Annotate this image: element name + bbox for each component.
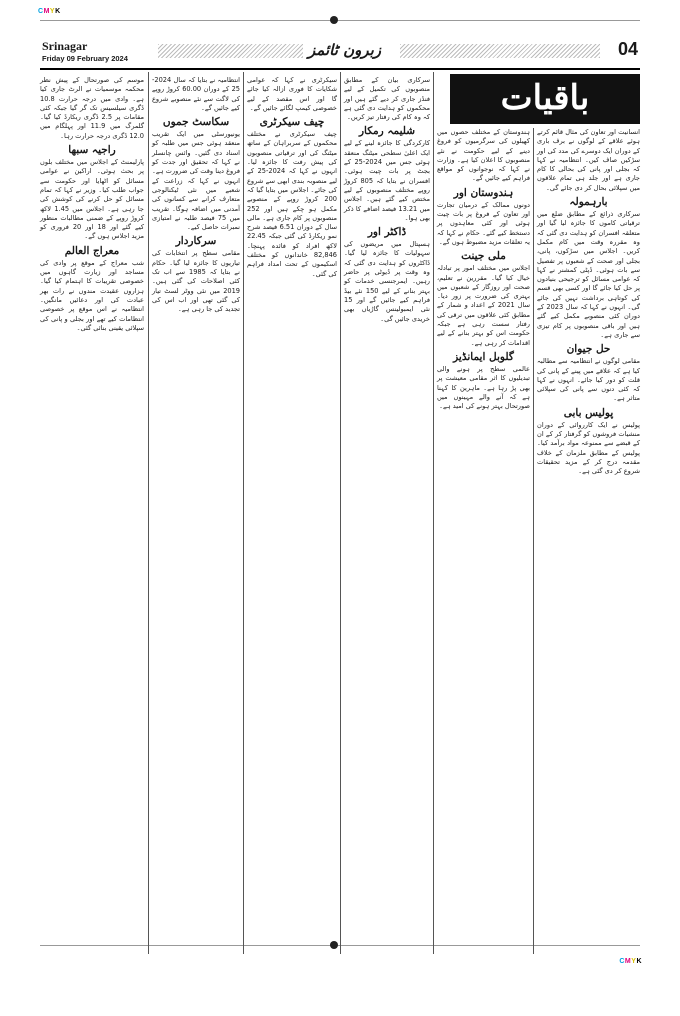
article-heading: گلوبل ایمانڈیز bbox=[453, 350, 514, 363]
news-column-6 bbox=[40, 76, 144, 938]
cmyk-mark-bottom: CMYK bbox=[619, 958, 642, 965]
article-paragraph: شب معراج کے موقع پر وادی کی مساجد اور زیارت گاہوں میں خصوصی تقریبات کا اہتمام کیا گیا۔ ہزاروں عقیدت مندوں نے رات بھر عبادت کی اور دعائیں مانگیں۔ انتظامیہ نے اس موقع پر خصوصی انتظامات کیے تھے اور بجلی و پانی کی سپلائی یقینی بنائی گئی۔ bbox=[40, 258, 144, 332]
column-divider bbox=[433, 72, 434, 954]
registration-mark-icon bbox=[330, 941, 338, 949]
section-banner: باقیات bbox=[450, 74, 640, 124]
news-column-1 bbox=[537, 128, 640, 938]
news-column-5 bbox=[152, 76, 240, 938]
masthead-logo: زبرون ٹائمز bbox=[308, 41, 382, 59]
article-paragraph: سرکاری بیان کے مطابق منصوبوں کی تکمیل کے لیے فنڈز جاری کر دیے گئے ہیں اور محکموں کو ہدایت دی گئی ہے کہ وہ کام کی رفتار تیز کریں۔ bbox=[344, 76, 430, 122]
article-paragraph: مقامی سطح پر انتخابات کی تیاریوں کا جائزہ لیا گیا۔ حکام نے بتایا کہ 1985 سے اب تک کئی اصلاحات کی گئی ہیں۔ 2019 میں نئی ووٹر لسٹ تیار کی گئی تھی اور اب اس کی تجدید کی جا رہی ہے۔ bbox=[152, 249, 240, 314]
article-heading: پولیس بابی bbox=[563, 406, 614, 419]
news-column-3 bbox=[344, 76, 430, 938]
issue-date: Friday 09 February 2024 bbox=[42, 54, 128, 63]
column-divider bbox=[243, 72, 244, 954]
column-divider bbox=[340, 72, 341, 954]
article-paragraph: سرکاری ذرائع کے مطابق ضلع میں ترقیاتی کاموں کا جائزہ لیا گیا اور متعلقہ افسران کو ہدایت دی گئی کہ وہ مقررہ وقت میں کام مکمل کریں۔ اجلاس میں سڑکوں، پانی، بجلی اور صحت کے شعبوں پر تفصیل سے بات ہوئی۔ ڈپٹی کمشنر نے کہا کہ عوامی مسائل کو ترجیحی بنیادوں پر حل کیا جائے گا اور کسی بھی قسم کی کوتاہی برداشت نہیں کی جائے گی۔ انہوں نے کہا کہ سال 2023 کے دوران کئی منصوبے مکمل کیے گئے ہیں اور باقی منصوبوں پر کام تیزی سے جاری ہے۔ bbox=[537, 210, 640, 339]
news-column-2 bbox=[437, 128, 530, 938]
article-heading: معراج العالم bbox=[64, 244, 120, 257]
article-paragraph: کارکردگی کا جائزہ لینے کے لیے ایک اعلیٰ سطحی میٹنگ منعقد ہوئی جس میں 2024-25 کے بجٹ پر بات چیت ہوئی۔ افسران نے بتایا کہ 805 کروڑ روپے مختلف منصوبوں کے لیے مختص کیے گئے ہیں۔ اجلاس میں 13.21 فیصد اضافے کا ذکر بھی ہوا۔ bbox=[344, 139, 430, 222]
article-paragraph: ہسپتال میں مریضوں کی سہولیات کا جائزہ لیا گیا۔ ڈاکٹروں کو ہدایت دی گئی کہ وہ وقت پر ڈیوٹی پر حاضر رہیں۔ ایمرجنسی خدمات کو بہتر بنانے کے لیے 150 نئے بیڈ فراہم کیے جائیں گے اور 15 نئی ایمبولینس گاڑیاں بھی خریدی جائیں گی۔ bbox=[344, 240, 430, 323]
page-header bbox=[40, 38, 640, 68]
article-paragraph: اجلاس میں مختلف امور پر تبادلہ خیال کیا گیا۔ مقررین نے تعلیم، صحت اور روزگار کے شعبوں میں بہتری کی ضرورت پر زور دیا۔ سال 2021 کے اعداد و شمار کے مطابق کئی علاقوں میں ترقی کی رفتار سست رہی ہے جبکہ حکومت اس کو بہتر بنانے کے لیے اقدامات کر رہی ہے۔ bbox=[437, 264, 530, 347]
article-paragraph: مقامی لوگوں نے انتظامیہ سے مطالبہ کیا ہے کہ علاقے میں پینے کے پانی کی قلت کو دور کیا جائے۔ انہوں نے کہا کہ کئی دنوں سے پانی کی سپلائی متاثر ہے۔ bbox=[537, 357, 640, 403]
registration-mark-icon bbox=[330, 16, 338, 24]
article-paragraph: عالمی سطح پر ہونے والی تبدیلیوں کا اثر مقامی معیشت پر بھی پڑ رہا ہے۔ ماہرین کا کہنا ہے کہ آنے والے مہینوں میں صورتحال بہتر ہونے کی امید ہے۔ bbox=[437, 364, 530, 411]
article-heading: راجیہ سبھا bbox=[68, 144, 116, 157]
article-heading: چیف سیکرٹری bbox=[259, 116, 325, 129]
news-column-4 bbox=[247, 76, 337, 938]
column-divider bbox=[148, 72, 149, 954]
page-number: 04 bbox=[617, 39, 638, 59]
article-heading: ہندوستان اور bbox=[453, 186, 514, 199]
article-paragraph: پولیس نے ایک کارروائی کے دوران منشیات فروشوں کو گرفتار کر کے ان کے قبضے سے ممنوعہ مواد برآمد کیا۔ پولیس کے مطابق ملزمان کے خلاف مقدمہ درج کر کے مزید تحقیقات شروع کر دی گئی ہے۔ bbox=[537, 420, 640, 476]
header-rule bbox=[40, 68, 640, 70]
column-divider bbox=[533, 128, 534, 954]
article-heading: شلیمہ رمکار bbox=[358, 125, 416, 138]
article-paragraph: ہندوستان کے مختلف حصوں میں کھیلوں کی سرگرمیوں کو فروغ دینے کے لیے حکومت نے نئے منصوبوں کا اعلان کیا ہے۔ وزارت نے کہا کہ نوجوانوں کو مواقع فراہم کیے جائیں گے۔ bbox=[437, 128, 530, 183]
article-paragraph: چیف سیکرٹری نے مختلف محکموں کے سربراہان کے ساتھ میٹنگ کی اور ترقیاتی منصوبوں کی پیش رفت کا جائزہ لیا۔ انہوں نے کہا کہ 2024-25 کے لیے منصوبہ بندی ابھی سے شروع کی جائے۔ اجلاس میں بتایا گیا کہ 200 کروڑ روپے کے منصوبے مکمل ہو چکے ہیں اور 252 منصوبوں پر کام جاری ہے۔ مالی سال کے دوران 6.51 فیصد شرح نمو ریکارڈ کی گئی جبکہ 22.45 لاکھ افراد کو فائدہ پہنچا۔ 82,846 خاندانوں کو مختلف اسکیموں کے تحت امداد فراہم کی گئی۔ bbox=[247, 130, 337, 278]
article-paragraph: موسم کی صورتحال کے پیش نظر محکمہ موسمیات نے الرٹ جاری کیا ہے۔ وادی میں درجہ حرارت 10.8 ڈگری سیلسیس تک گر گیا جبکہ کئی مقامات پر 2.5 ڈگری ریکارڈ کیا گیا۔ گلمرگ میں 11.9 اور پہلگام میں 12.0 ڈگری درجہ حرارت رہا۔ bbox=[40, 76, 144, 140]
header-hatch-left bbox=[158, 44, 303, 58]
article-paragraph: سیکرٹری نے کہا کہ عوامی شکایات کا فوری ازالہ کیا جائے گا اور اس مقصد کے لیے خصوصی کیمپ لگائے جائیں گے۔ bbox=[247, 76, 337, 112]
article-heading: حل جیوان bbox=[566, 343, 611, 356]
article-paragraph: انسانیت اور تعاون کی مثال قائم کرتے ہوئے علاقے کے لوگوں نے برف باری کے دوران ایک دوسرے کی مدد کی اور سڑکیں صاف کیں۔ انتظامیہ نے کہا کہ بجلی اور پانی کی بحالی کا کام جاری ہے اور جلد ہی تمام علاقوں میں سپلائی بحال کر دی جائے گی۔ bbox=[537, 128, 640, 192]
article-heading: سکاسٹ جموں bbox=[162, 116, 230, 129]
city-name: Srinagar bbox=[42, 39, 88, 53]
cmyk-mark-top: CMYK bbox=[38, 8, 61, 15]
article-heading: سرکاردار bbox=[175, 235, 217, 248]
article-paragraph: یونیورسٹی میں ایک تقریب منعقد ہوئی جس میں طلبہ کو اسناد دی گئیں۔ وائس چانسلر نے کہا کہ تحقیق اور جدت کو فروغ دینا وقت کی ضرورت ہے۔ انہوں نے کہا کہ زراعت کے شعبے میں نئی ٹیکنالوجی متعارف کرانے سے کسانوں کی آمدنی میں اضافہ ہوگا۔ تقریب میں 75 فیصد طلبہ نے امتیازی نمبرات حاصل کیے۔ bbox=[151, 130, 241, 232]
header-hatch-right bbox=[400, 44, 600, 58]
article-heading: بارہمولہ bbox=[569, 196, 608, 209]
article-paragraph: پارلیمنٹ کے اجلاس میں مختلف بلوں پر بحث ہوئی۔ اراکین نے عوامی مسائل کو اٹھایا اور حکومت سے جواب طلب کیا۔ وزیر نے کہا کہ تمام مسائل کو حل کرنے کی کوشش کی جا رہی ہے۔ اجلاس میں 1.45 لاکھ کروڑ روپے کے ضمنی مطالبات منظور کیے گئے اور 18 اور 20 فروری کو مزید اجلاس ہوں گے۔ bbox=[40, 158, 144, 241]
article-heading: ڈاکٹر اور bbox=[367, 226, 407, 239]
article-paragraph: دونوں ممالک کے درمیان تجارت اور تعاون کے فروغ پر بات چیت ہوئی اور کئی معاہدوں پر دستخط کیے گئے۔ حکام نے کہا کہ یہ تعلقات مزید مضبوط ہوں گے۔ bbox=[437, 200, 530, 246]
registration-line-top bbox=[40, 20, 640, 21]
article-paragraph: انتظامیہ نے بتایا کہ سال 2024-25 کے دوران 60.00 کروڑ روپے کی لاگت سے نئے منصوبے شروع کیے جائیں گے۔ bbox=[152, 76, 240, 112]
article-heading: ملی جینت bbox=[461, 250, 506, 263]
